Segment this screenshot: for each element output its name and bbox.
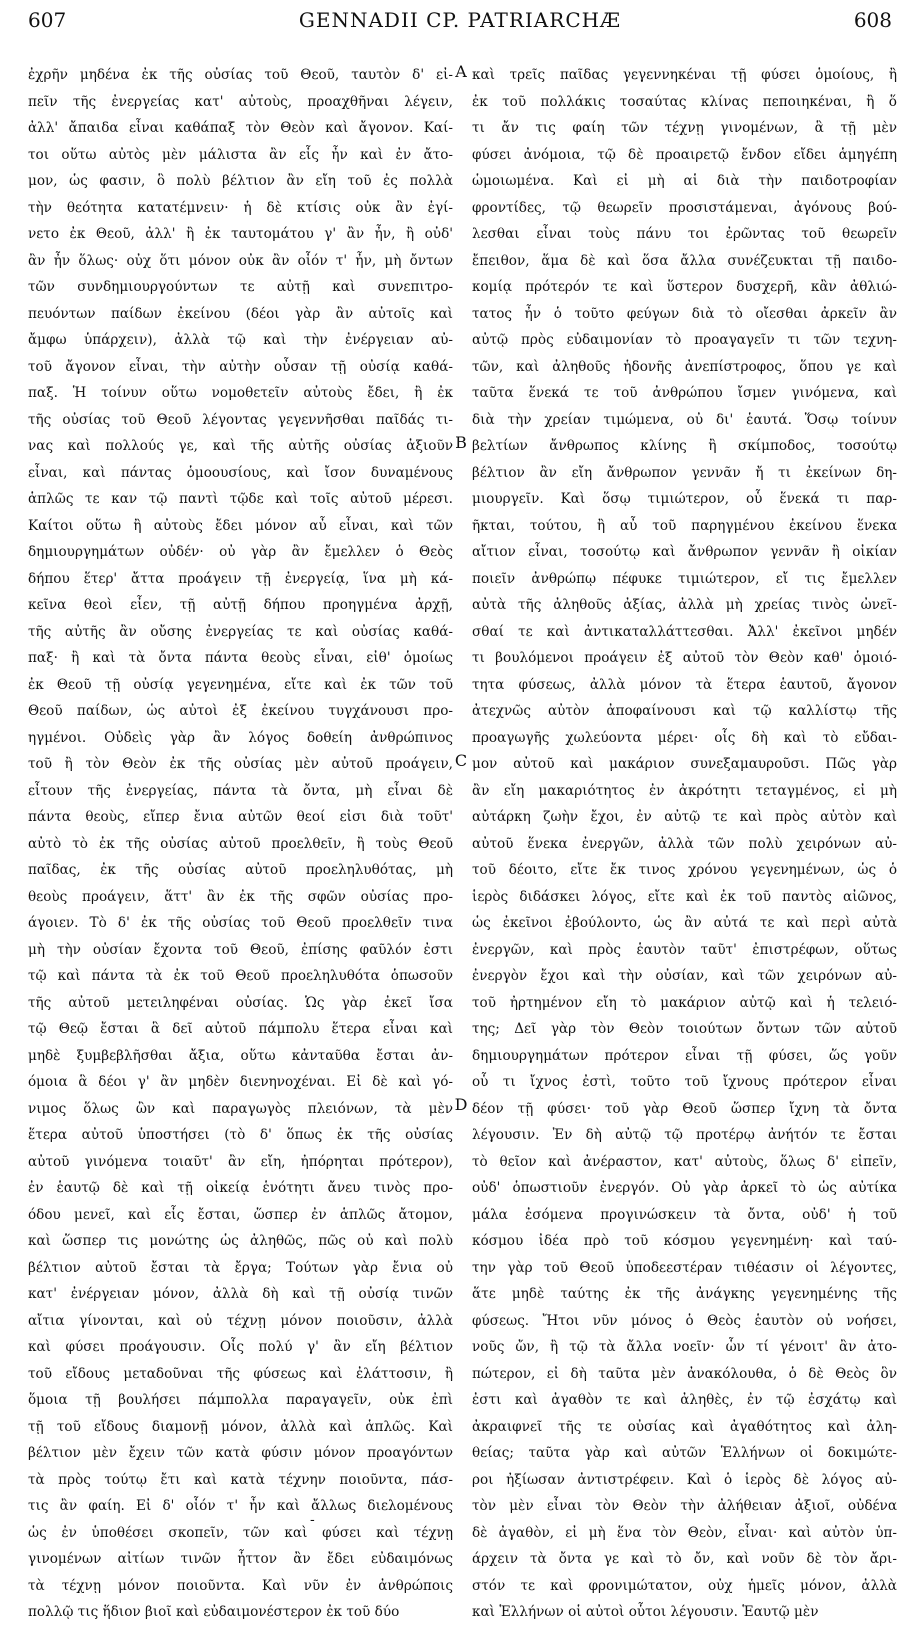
left-column-line: πεῖν τῆς ἐνεργείας κατ' αὐτοὺς, προαχθῆναι λέγειν,	[28, 93, 453, 110]
left-column-line: τοῦ εἴδους μεταδοῦναι τῆς φύσεως καὶ ἐλάττοσιν, ἢ	[28, 1365, 453, 1382]
right-column-line: ὡμοιωμένα. Καὶ εἰ μὴ αἱ διὰ τὴν παιδοτροφίαν	[472, 173, 897, 189]
right-column-line: ἐκ τοῦ πολλάκις τοσαύτας κλίνας πεποιηκέναι, ἢ ὅ	[472, 93, 897, 110]
right-column-line: ῆκται, τούτου, ἢ αὖ τοῦ παρηγμένου ἐκείνου ἕνεκα	[472, 517, 897, 534]
left-column-line: νετο ἐκ Θεοῦ, ἀλλ' ἢ ἐκ ταυτομάτου γ' ἂν ἦν, ἢ οὐδ'	[28, 226, 453, 242]
left-column-line: τις ἂν φαίη. Εἰ δ' οἷόν τ' ἦν καὶ ἄλλως διελομένους	[28, 1498, 453, 1514]
right-column-line: δημιουργημάτων πρότερον εἶναι τῇ φύσει, ὥς γοῦν	[472, 1047, 897, 1064]
right-column-line: κόσμου ἰδέα πρὸ τοῦ κόσμου γεγενημένη· καὶ ταύ-	[472, 1233, 897, 1249]
margin-marker-b: B	[455, 433, 467, 452]
right-column-line: προαγωγῆς χωλεύοντα μέρει· οἷς δὴ καὶ τὸ εὔδαι-	[472, 729, 897, 746]
left-column-line: αὐτὸ τὸ ἐκ τῆς οὐσίας αὐτοῦ προελθεῖν, ἢ τοὺς Θεοῦ	[28, 835, 453, 852]
right-column-line: πώτερον, εἰ δὴ ταῦτα μὲν ἀνακόλουθα, ὁ δὲ Θεὸς ὃν	[472, 1365, 897, 1382]
page-number-right: 608	[853, 8, 892, 32]
left-column-line: μὴ τὴν οὐσίαν ἔχοντα τοῦ Θεοῦ, ἐπίσης φαῦλόν ἐστι	[28, 941, 453, 958]
left-column-line: τὰ τέχνῃ μόνον ποιοῦντα. Καὶ νῦν ἐν ἀνθρώποις	[28, 1577, 453, 1594]
margin-marker-a: A	[455, 62, 467, 81]
right-column-line: καὶ Ἑλλήνων οἱ αὐτοὶ οὗτοι λέγουσιν. Ἑαυτῷ μὲν	[472, 1604, 819, 1620]
right-column-line: στόν τε καὶ φρονιμώτατον, οὐχ ἡμεῖς μόνον, ἀλλὰ	[472, 1577, 897, 1594]
left-column-line: γινομένων αἰτίων τινῶν ἧττον ἂν ἔδει εὐδαιμόνως	[28, 1551, 453, 1567]
right-column-line: φύσεως. Ἤτοι νῦν μόνος ὁ Θεὸς ἑαυτὸν οὐ νοήσει,	[472, 1312, 897, 1329]
left-column-line: παῖδας, ἐκ τῆς οὐσίας αὐτοῦ προεληλυθότας, μὴ	[28, 862, 453, 878]
left-column-line: όδου μενεῖ, καὶ εἷς ἔσται, ὥσπερ ἐν ἁπλῶς ἄτομον,	[28, 1206, 453, 1223]
left-column-line: τῆς αὐτοῦ μετειληφέναι οὐσίας. Ὡς γὰρ ἐκεῖ ἴσα	[28, 994, 453, 1011]
left-column-line: αἴτια γίνονται, καὶ οὐ τέχνῃ μόνον ποιοῦσιν, ἀλλὰ	[28, 1312, 453, 1329]
left-column-line: νιμος ὅλως ὢν καὶ παραγωγὸς πλειόνων, τὰ μὲν	[28, 1100, 453, 1117]
right-column-line: ἅτε μηδὲ ταύτης ἐκ τῆς ἀνάγκης γεγενημένης τῆς	[472, 1286, 897, 1302]
left-column-line: εἶναι, καὶ πάντας ὁμοουσίους, καὶ ἴσον δυναμένους	[28, 464, 453, 481]
right-column-line: αἴτιον εἶναι, τοσούτῳ καὶ ἄνθρωπον γεννᾶν ἢ οἰκίαν	[472, 544, 897, 560]
left-column-line: εἶτουν τῆς ἐνεργείας, πάντα τὰ ὄντα, μὴ εἶναι δὲ	[28, 782, 453, 799]
left-column-line: Καίτοι οὕτω ἢ αὐτοὺς ἔδει μόνον αὖ εἶναι, καὶ τῶν	[28, 517, 453, 534]
page-header	[28, 8, 892, 44]
right-column-line: οὐδ' ὁπωστιοῦν ἐνεργόν. Οὐ γὰρ ἀρκεῖ τὸ ὡς αὐτίκα	[472, 1180, 897, 1196]
left-column-line: δημιουργημάτων οὐδέν· οὐ γὰρ ἂν ἔμελλεν ὁ Θεὸς	[28, 544, 453, 560]
left-column-line: καὶ φύσει προάγουσιν. Οἷς πολύ γ' ἂν εἴη βέλτιον	[28, 1339, 453, 1355]
left-column-line: τοῦ ἢ τὸν Θεὸν ἐκ τῆς οὐσίας μὲν αὐτοῦ προάγειν,	[28, 756, 453, 772]
left-column-line: ὅμοια τῇ βουλήσει πάμπολλα παραγαγεῖν, οὐκ ἐπὶ	[28, 1392, 453, 1408]
right-column-line: μιουργεῖν. Καὶ ὅσῳ τιμιώτερον, οὗ ἕνεκά τι παρ-	[472, 491, 897, 507]
left-column-line: πευόντων παίδων ἐκείνου (δέοι γὰρ ἂν αὐτοῖς καὶ	[28, 305, 453, 322]
right-column-line: ὡς ἐκεῖνοι ἐβούλοντο, ὡς ἂν αὐτά τε καὶ περὶ αὐτὰ	[472, 915, 897, 931]
right-column-line: νοῦς ὤν, ἢ τῷ τὰ ἄλλα νοεῖν· ὧν τί γένοιτ' ἂν ἀτο-	[472, 1339, 897, 1355]
right-column-line: ἀτεχνῶς αὐτὸν ἀποφαίνουσι καὶ τῷ καλλίστῳ τῆς	[472, 703, 897, 719]
right-column-line: οὗ τι ἴχνος ἐστὶ, τοῦτο τοῦ ἴχνους πρότερον εἶναι	[472, 1074, 897, 1090]
right-column-line: την γὰρ τοῦ Θεοῦ ὑποδεεστέραν τιθέασιν οἱ λέγοντες,	[472, 1259, 897, 1276]
right-column-line: τῶν, καὶ ἀληθοῦς ἡδονῆς ἀνεπίστροφος, ὅπου γε καὶ	[472, 358, 897, 375]
left-column-line: ἂν ἦν ὅλως· οὐχ ὅτι μόνον οὐκ ἂν οἷόν τ' ἦν, μὴ ὄντων	[28, 252, 453, 269]
right-column-line: ἐνεργῶν, καὶ πρὸς ἑαυτὸν ταῦτ' ἐπιστρέφων, οὕτως	[472, 941, 897, 958]
left-column-line: αὐτοῦ γινόμενα τοιαῦτ' ἂν εἴη, ἠπόρηται πρότερον),	[28, 1153, 453, 1170]
page-number-left: 607	[28, 8, 67, 32]
left-column-line: Θεοῦ παίδων, ὡς αὐτοὶ ἐξ ἐκείνου τυγχάνουσι προ-	[28, 703, 453, 719]
left-column-line: ἁπλῶς τε καν τῷ παντὶ τῷδε καὶ τοῖς αὐτοῦ μέρεσι.	[28, 491, 453, 507]
right-column-line: ἐνεργὸν ἔχοι καὶ τὴν οὐσίαν, καὶ τῶν χειρόνων αὐ-	[472, 968, 897, 984]
left-column-line: ἕτερα αὐτοῦ ὑποστήσει (τὸ δ' ὅπως ἐκ τῆς οὐσίας	[28, 1127, 453, 1143]
right-column-line: ἐστι καὶ ἀγαθὸν τε καὶ ἀληθὲς, ἐν τῷ ἐσχάτῳ καὶ	[472, 1392, 897, 1408]
right-column-line: ροι ἠξίωσαν ἀντιστρέφειν. Καὶ ὁ ἱερὸς δὲ λόγος αὐ-	[472, 1471, 897, 1488]
left-column-line: δήπου ἕτερ' ἄττα προάγειν τῇ ἐνεργείᾳ, ἵνα μὴ κά-	[28, 570, 453, 587]
right-column-line: κομίᾳ πρότερόν τε καὶ ὕστερον δυσχερῆ, κἂν ἀθλιώ-	[472, 279, 897, 295]
left-column-line: τοῦ ἄγονον εἶναι, τὴν αὐτὴν οὖσαν τῇ οὐσίᾳ καθά-	[28, 358, 453, 375]
left-column-line: ἄμφω ὑπάρχειν), ἀλλὰ τῷ καὶ τὴν ἐνέργειαν αὐ-	[28, 332, 453, 348]
right-column-line: τοῦ ἠρτημένον εἴη τὸ μακάριον αὐτῷ καὶ ἡ τελειό-	[472, 994, 897, 1011]
left-column-line: τῷ Θεῷ ἔσται ἃ δεῖ αὐτοῦ πάμπολυ ἕτερα εἶναι καὶ	[28, 1021, 453, 1037]
running-title: GENNADII CP. PATRIARCHÆ	[298, 8, 622, 32]
right-column-line: μάλα ἐσόμενα προγινώσκειν τὰ ὄντα, οὐδ' ἡ τοῦ	[472, 1206, 897, 1223]
right-column-line: τι βουλόμενοι προάγειν ἐξ αὐτοῦ τὸν Θεὸν καθ' ὁμοιό-	[472, 650, 897, 666]
right-column-line: αὐτοῦ ἕνεκα ἐνεργῶν, ἀλλὰ τῶν πολὺ χειρόνων αὐ-	[472, 835, 897, 852]
right-column-line: φροντίδες, τῷ θεωρεῖν προσιστάμεναι, ἀγόνους βού-	[472, 199, 897, 216]
left-column-line: παξ· ἢ καὶ τὰ ὄντα πάντα θεοὺς εἶναι, εἰθ' ὁμοίως	[28, 650, 453, 666]
right-column-line: τοῦ δέοιτο, εἴτε ἔκ τινος χρόνου γεγενημένων, ὡς ὁ	[472, 862, 897, 878]
right-column-line: δέον τῇ φύσει· τοῦ γὰρ Θεοῦ ὥσπερ ἴχνη τὰ ὄντα	[472, 1100, 897, 1117]
left-column-line: τῆς αὐτῆς ἂν οὔσης ἐνεργείας τε καὶ οὐσίας καθά-	[28, 623, 453, 640]
left-column-line: όμοια ἃ δέοι γ' ἂν μηδὲν διενηνοχέναι. Εἰ δὲ καὶ γό-	[28, 1074, 453, 1090]
left-column-line: παξ. Ἡ τοίνυν οὕτω νομοθετεῖν αὐτοὺς ἔδει, ἢ ἐκ	[28, 385, 453, 401]
right-column-line: ἂν εἴη μακαριότητος ἐν ἀκρότητι τεταγμένος, εἰ μὴ	[472, 782, 897, 799]
left-column-line: τῷ καὶ πάντα τὰ ἐκ τοῦ Θεοῦ προεληλυθότα ὁπωσοῦν	[28, 968, 453, 984]
right-column-line: ἔπειθον, ἅμα δὲ καὶ ὅσα ἄλλα συνέζευκται τῇ παιδο-	[472, 252, 897, 269]
left-column-line: νας καὶ πολλούς γε, καὶ τῆς αὐτῆς οὐσίας ἀξιοῦν	[28, 438, 453, 454]
right-column-line: αὐτάρκη ζωὴν ἔχοι, ἐν αὐτῷ τε καὶ πρὸς αὐτὸν καὶ	[472, 809, 897, 825]
left-column	[28, 62, 453, 1626]
footer-mark: -	[310, 1512, 315, 1528]
left-column-line: ἐκ Θεοῦ τῇ οὐσίᾳ γεγενημένα, εἴτε καὶ ἐκ τῶν τοῦ	[28, 676, 453, 693]
left-column-line: κεῖνα θεοὶ εἶεν, τῇ αὐτῇ δήπου προηγμένα ἀρχῇ,	[28, 597, 453, 613]
left-column-line: τῶν συνδημιουργούντων τε αὐτῇ καὶ συνεπιτρο-	[28, 279, 453, 295]
left-column-line: μηδὲ ξυμβεβλῆσθαι ἄξια, οὕτω κἀνταῦθα ἔσται ἀν-	[28, 1047, 453, 1064]
right-column-line: τι ἄν τις φαίη τῶν τέχνῃ γινομένων, ἃ τῇ μὲν	[472, 120, 897, 136]
left-column-line: τῇ τοῦ εἴδους διαμονῇ μόνον, ἀλλὰ καὶ ἁπλῶς. Καὶ	[28, 1418, 453, 1435]
right-column-line: μον αὐτοῦ καὶ μακάριον συνεξαμαυροῦσι. Πῶς γὰρ	[472, 756, 897, 772]
margin-marker-d: D	[454, 1095, 468, 1114]
left-column-line: πάντα θεοὺς, εἴπερ ἔνια αὐτῶν θεοί εἰσι διὰ τοῦτ'	[28, 809, 453, 825]
left-column-line: βέλτιον αὐτοῦ ἔσται τὰ ἔργα; Τούτων γὰρ ἔνια οὐ	[28, 1259, 453, 1276]
left-column-line: θεοὺς προάγειν, ἅττ' ἂν ἐκ τῆς σφῶν οὐσίας προ-	[28, 888, 453, 905]
margin-marker-c: C	[454, 751, 468, 770]
right-column-line: βέλτιον ἂν εἴη ἄνθρωπον γεννᾶν ἤ τι ἐκείνων δη-	[472, 464, 897, 481]
left-column-line: άγοιεν. Τὸ δ' ἐκ τῆς οὐσίας τοῦ Θεοῦ προελθεῖν τινα	[28, 915, 453, 931]
right-column	[472, 62, 897, 1626]
left-column-line: ἐν ἑαυτῷ δὲ καὶ τῇ οἰκείᾳ ἑνότητι ἄνευ τινὸς προ-	[28, 1180, 453, 1196]
left-column-line: βέλτιον μὲν ἔχειν τῶν κατὰ φύσιν μόνον προαγόντων	[28, 1445, 453, 1461]
right-column-line: τὸ θεῖον καὶ ἀνέραστον, κατ' αὐτοὺς, ὅλως δ' εἰπεῖν,	[472, 1153, 897, 1170]
right-column-line: ἀκραιφνεῖ τῆς τε οὐσίας καὶ ἀγαθότητος καὶ ἀλη-	[472, 1418, 897, 1435]
right-column-line: της; Δεῖ γὰρ τὸν Θεὸν τοιούτων ὄντων τῶν αὐτοῦ	[472, 1021, 897, 1037]
right-column-line: δὲ ἀγαθὸν, εἰ μὴ ἕνα τὸν Θεὸν, εἶναι· καὶ αὐτὸν ὑπ-	[472, 1524, 897, 1541]
left-column-line: ἀλλ' ἄπαιδα εἶναι καθάπαξ τὸν Θεὸν καὶ ἄγονον. Καί-	[28, 120, 453, 136]
right-column-line: τὸν μὲν εἶναι τὸν Θεὸν τὴν ἀλήθειαν ἀξιοῖ, οὐδένα	[472, 1498, 897, 1514]
right-column-line: ταῦτα ἕνεκά τε τοῦ ἀνθρώπου ἴσμεν γινόμενα, καὶ	[472, 385, 897, 401]
right-column-line: καὶ τρεῖς παῖδας γεγεννηκέναι τῇ φύσει ὁμοίους, ἢ	[472, 67, 897, 83]
right-column-line: διὰ τὴν χρείαν τιμώμενα, οὐ δι' ἑαυτά. Ὅσῳ τοίνυν	[472, 411, 897, 428]
right-column-line: αὐτῷ πρὸς εὐδαιμονίαν τὸ προαγαγεῖν τι τῶν τεχνη-	[472, 332, 897, 348]
right-column-line: βελτίων ἄνθρωπος κλίνης ἢ σκίμποδος, τοσούτῳ	[472, 438, 897, 454]
left-column-line: τὴν θεότητα κατατέμνειν· ἡ δὲ κτίσις οὐκ ἂν ἐγί-	[28, 199, 453, 216]
left-column-line: ηγμένοι. Οὐδεὶς γὰρ ἂν λόγος δοθείη ἀνθρώπινος	[28, 729, 453, 746]
left-column-line: τῆς οὐσίας τοῦ Θεοῦ λέγοντας γεγεννῆσθαι παῖδάς τι-	[28, 411, 453, 428]
right-column-line: λεσθαι εἶναι τοὺς πάνυ τοι ἐρῶντας τοῦ θεωρεῖν	[472, 226, 897, 242]
left-column-line: μον, ὡς φασιν, ὃ πολὺ βέλτιον ἂν εἴη τοῦ ἐς πολλὰ	[28, 173, 453, 189]
left-column-line: ἐχρῆν μηδένα ἐκ τῆς οὐσίας τοῦ Θεοῦ, ταυτὸν δ' εἰ-	[28, 67, 453, 83]
right-column-line: ἱερὸς διδάσκει λόγος, εἴτε καὶ ἐκ τοῦ παντὸς αἰῶνος,	[472, 888, 897, 905]
left-column-line: ὡς ἐν ὑποθέσει σκοπεῖν, τῶν καὶ φύσει καὶ τέχνῃ	[28, 1524, 453, 1541]
left-column-line: πολλῷ τις ἥδιον βιοῖ καὶ εὐδαιμονέστερον ἐκ τοῦ δύο	[28, 1604, 400, 1620]
right-column-line: θείας; ταῦτα γὰρ καὶ αὐτῶν Ἑλλήνων οἱ δοκιμώτε-	[472, 1445, 897, 1461]
right-column-line: σθαί τε καὶ ἀντικαταλλάττεσθαι. Ἀλλ' ἐκεῖνοι μηδέν	[472, 623, 897, 640]
right-column-line: λέγουσιν. Ἐν δὴ αὐτῷ τῷ προτέρῳ ἀνήτόν τε ἔσται	[472, 1127, 897, 1143]
right-column-line: ποιεῖν ἀνθρώπῳ πέφυκε τιμιώτερον, εἴ τις ἔμελλεν	[472, 570, 897, 587]
right-column-line: άρχειν τὰ ὄντα γε καὶ τὸ ὄν, καὶ νοῦν δὲ τὸν ἄρι-	[472, 1551, 897, 1567]
left-column-line: καὶ ὥσπερ τις μονώτης ὡς ἀληθῶς, πῶς οὐ καὶ πολὺ	[28, 1233, 453, 1249]
left-column-line: τὰ πρὸς τούτῳ ἔτι καὶ κατὰ τέχνην ποιοῦντα, πάσ-	[28, 1471, 453, 1488]
right-column-line: τατος ἦν ὁ τοῦτο φεύγων διὰ τὸ οἴεσθαι ἀρκεῖν ἂν	[472, 305, 897, 322]
right-column-line: τητα φύσεως, ἀλλὰ μόνον τὰ ἕτερα ἑαυτοῦ, ἄγονον	[472, 676, 897, 693]
right-column-line: φύσει ἀνόμοια, τῷ δὲ προαιρετῷ ἔνδον εἴδει ἁμηγέπη	[472, 146, 897, 163]
left-column-line: κατ' ἐνέργειαν μόνον, ἀλλὰ δὴ καὶ τῇ οὐσίᾳ τινῶν	[28, 1286, 453, 1302]
left-column-line: τοι οὕτω αὐτὸς μὲν μάλιστα ἂν εἷς ἦν καὶ ἐν ἄτο-	[28, 146, 453, 163]
right-column-line: αὐτὰ τῆς ἀληθοῦς ἀξίας, ἀλλὰ μὴ χρείας τινὸς ὠνεῖ-	[472, 597, 897, 613]
